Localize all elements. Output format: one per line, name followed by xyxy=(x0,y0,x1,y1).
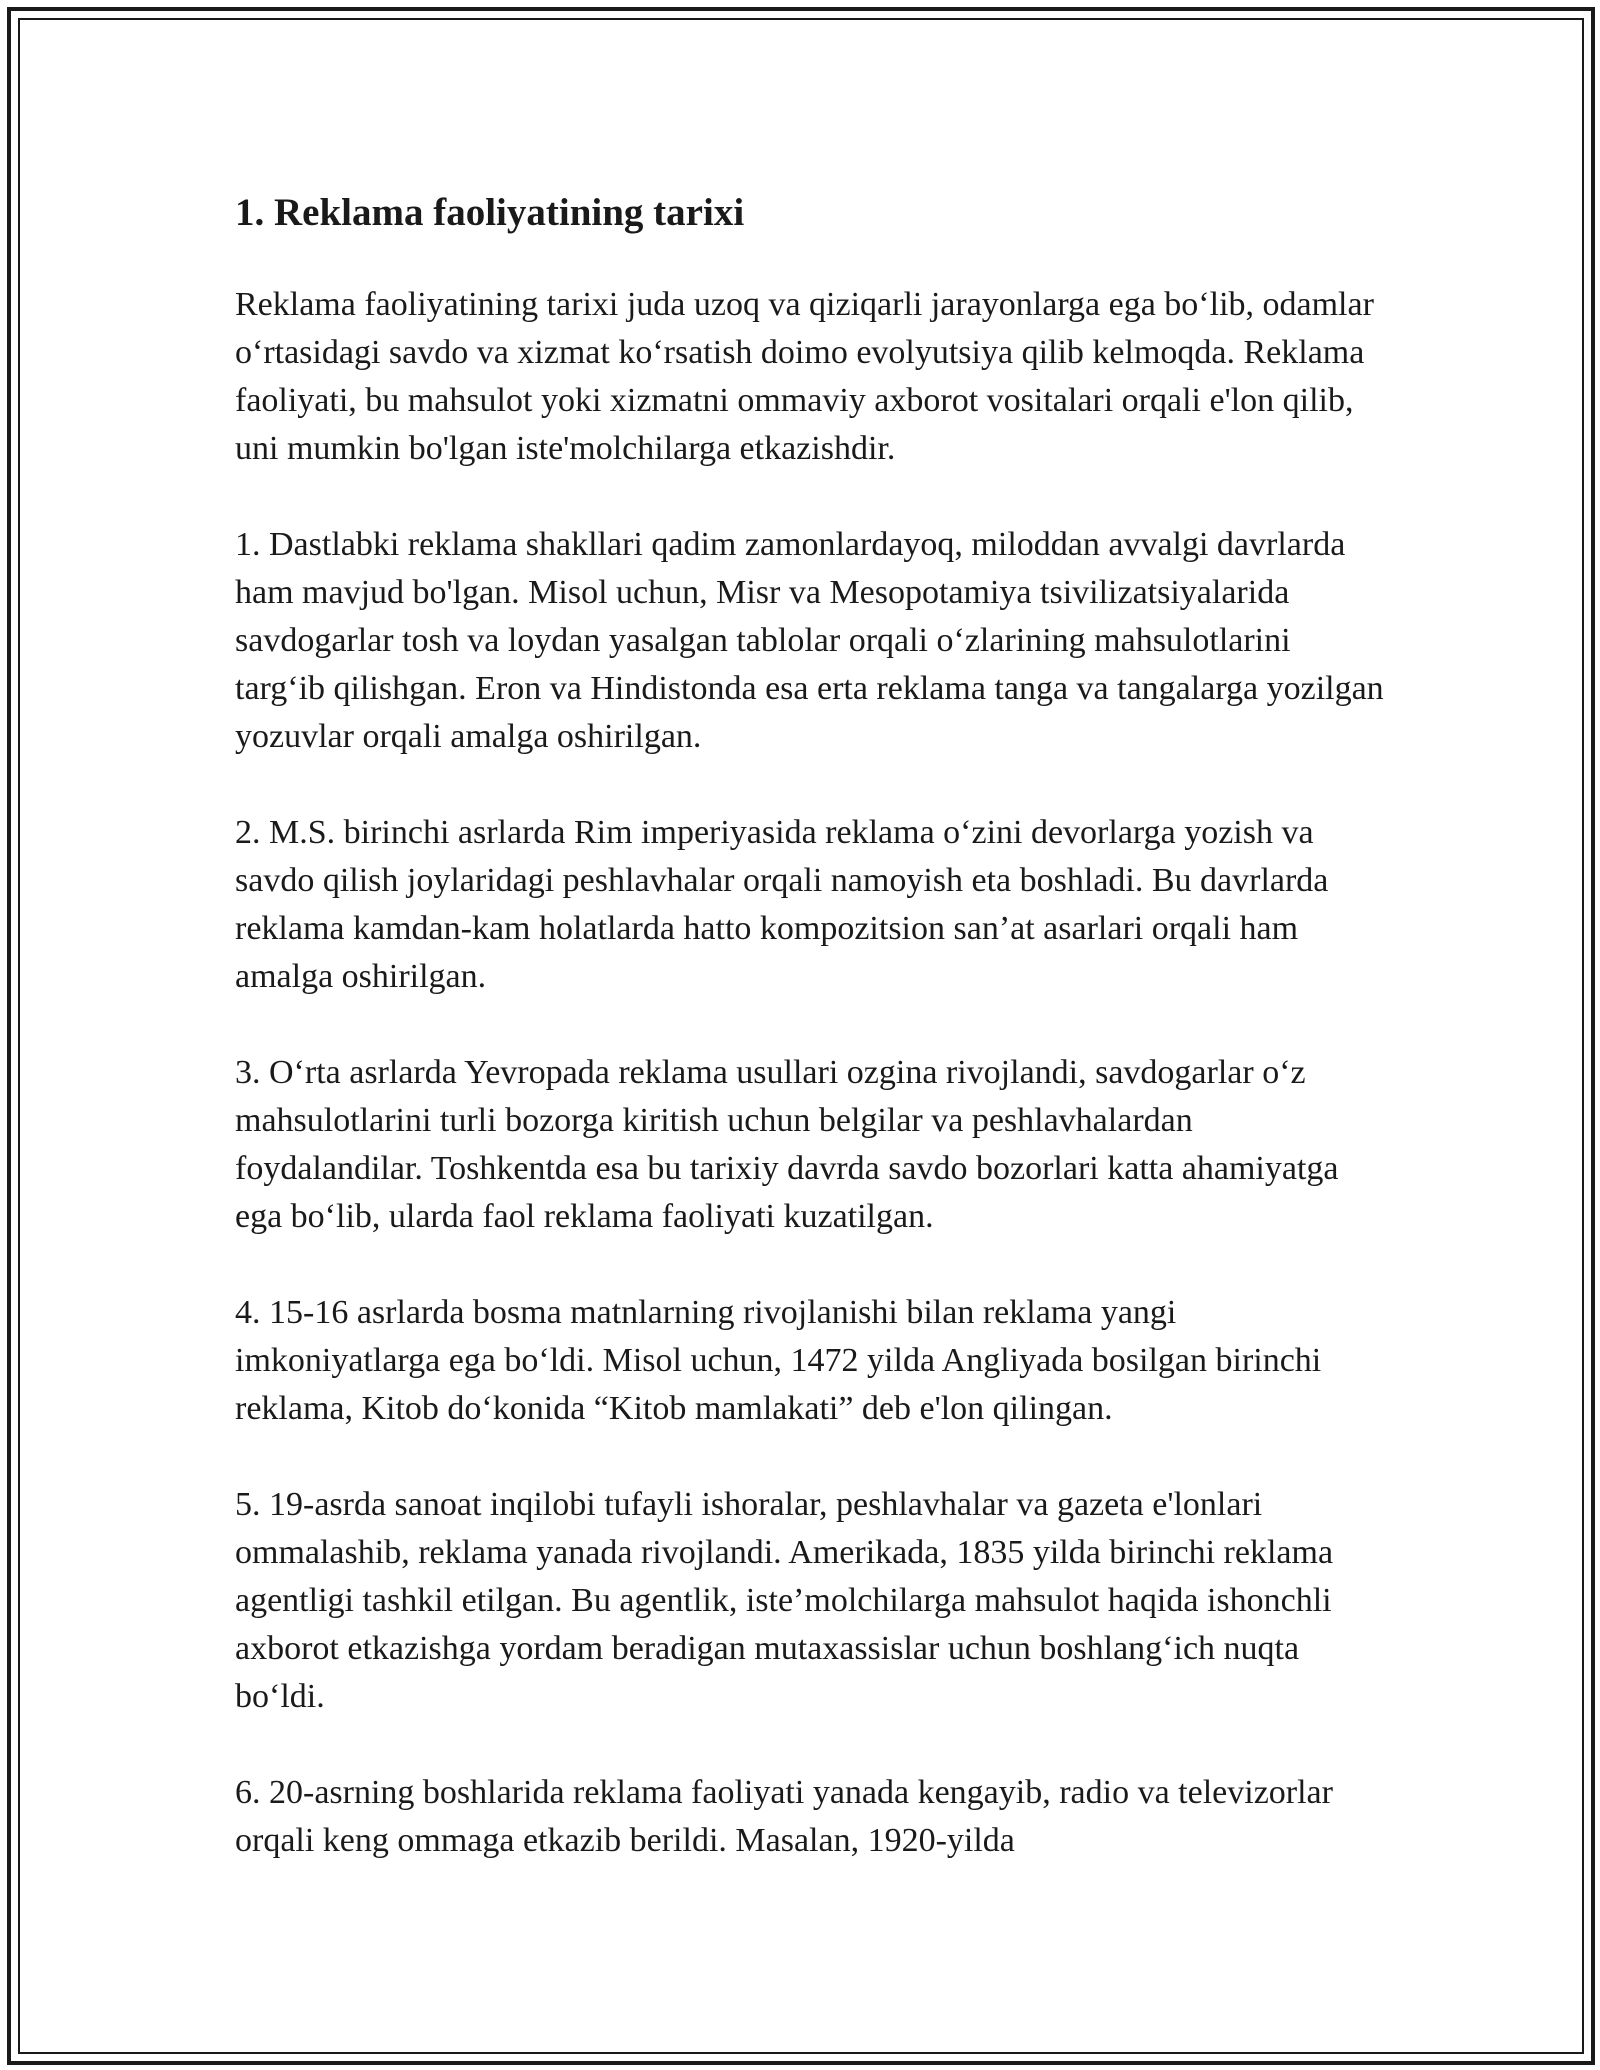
paragraph-item-2: 2. M.S. birinchi asrlarda Rim imperiyasida reklama oʻzini devorlarga yozish va savdo qilish joylaridagi peshlavhalar orqali namoyish eta boshladi. Bu davrlarda reklama kamdan-kam holatlarda hatto kompozitsion san’at asarlari orqali ham amalga oshirilgan. xyxy=(235,814,1329,995)
document-body xyxy=(235,185,1385,1913)
paragraph-item-3: 3. Oʻrta asrlarda Yevropada reklama usullari ozgina rivojlandi, savdogarlar oʻz mahsulotlarini turli bozorga kiritish uchun belgilar va peshlavhalardan foydalandilar. Toshkentda esa bu tarixiy davrda savdo bozorlari katta ahamiyatga ega boʻlib, ularda faol reklama faoliyati kuzatilgan. xyxy=(235,1054,1339,1235)
paragraph-item-6: 6. 20-asrning boshlarida reklama faoliyati yanada kengayib, radio va televizorlar orqali keng ommaga etkazib berildi. Masalan, 1920-yilda xyxy=(235,1774,1333,1859)
paragraph-item-1: 1. Dastlabki reklama shakllari qadim zamonlardayoq, miloddan avvalgi davrlarda ham mavjud bo'lgan. Misol uchun, Misr va Mesopotamiya tsivilizatsiyalarida savdogarlar tosh va loydan yasalgan tablolar orqali oʻzlarining mahsulotlarini targʻib qilishgan. Eron va Hindistonda esa erta reklama tanga va tangalarga yozilgan yozuvlar orqali amalga oshirilgan. xyxy=(235,526,1384,755)
intro-paragraph: Reklama faoliyatining tarixi juda uzoq va qiziqarli jarayonlarga ega boʻlib, odamlar oʻrtasidagi savdo va xizmat koʻrsatish doimo evolyutsiya qilib kelmoqda. Reklama faoliyati, bu mahsulot yoki xizmatni ommaviy axborot vositalari orqali e'lon qilib, uni mumkin bo'lgan iste'molchilarga etkazishdir. xyxy=(235,286,1374,467)
section-heading: 1. Reklama faoliyatining tarixi xyxy=(235,191,745,234)
paragraph-item-5: 5. 19-asrda sanoat inqilobi tufayli ishoralar, peshlavhalar va gazeta e'lonlari ommalashib, reklama yanada rivojlandi. Amerikada, 1835 yilda birinchi reklama agentligi tashkil etilgan. Bu agentlik, iste’molchilarga mahsulot haqida ishonchli axborot etkazishga yordam beradigan mutaxassislar uchun boshlangʻich nuqta boʻldi. xyxy=(235,1486,1334,1715)
paragraph-item-4: 4. 15-16 asrlarda bosma matnlarning rivojlanishi bilan reklama yangi imkoniyatlarga ega boʻldi. Misol uchun, 1472 yilda Angliyada bosilgan birinchi reklama, Kitob doʻkonida “Kitob mamlakati” deb e'lon qilingan. xyxy=(235,1294,1322,1427)
